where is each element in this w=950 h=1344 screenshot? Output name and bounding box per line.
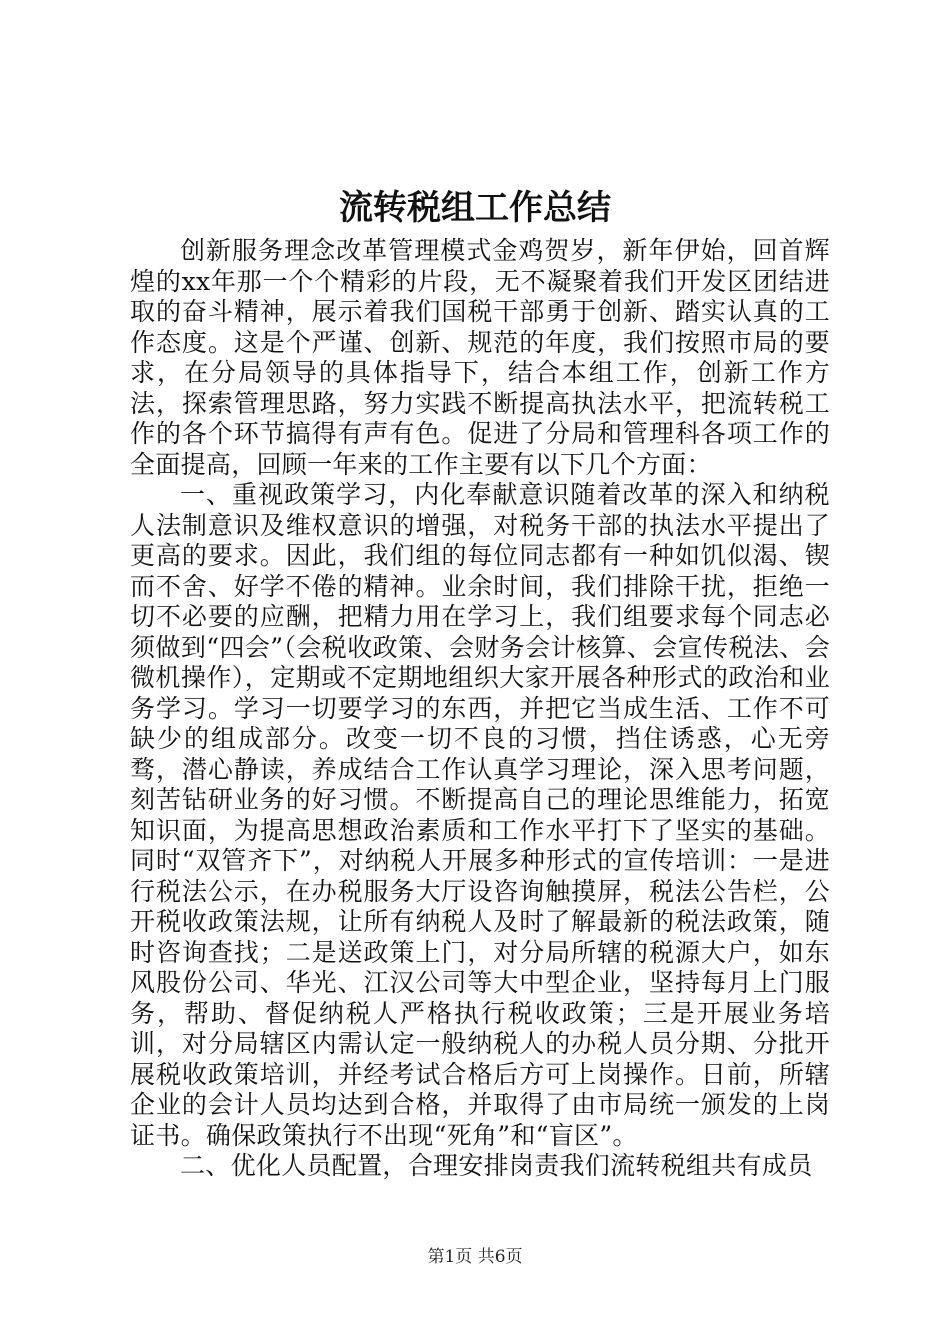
document-title: 流转税组工作总结: [339, 188, 611, 228]
paragraph-section-2: 二、优化人员配置，合理安排岗责我们流转税组共有成员: [180, 1151, 813, 1180]
page-number-footer: 第1页 共6页: [427, 1247, 523, 1267]
document-body: [130, 236, 830, 1182]
paragraph-intro: 创新服务理念改革管理模式金鸡贺岁，新年伊始，回首辉煌的xx年那一个个精彩的片段，无不凝聚着我们开发区团结进取的奋斗精神，展示着我们国税干部勇于创新、踏实认真的工作态度。这是个严谨、创新、规范的年度，我们按照市局的要求，在分局领导的具体指导下，结合本组工作，创新工作方法，探索管理思路，努力实践不断提高执法水平，把流转税工作的各个环节搞得有声有色。促进了分局和管理科各项工作的全面提高，回顾一年来的工作主要有以下几个方面：: [130, 236, 830, 479]
paragraph-section-1: 一、重视政策学习，内化奉献意识随着改革的深入和纳税人法制意识及维权意识的增强，对税务干部的执法水平提出了更高的要求。因此，我们组的每位同志都有一种如饥似渴、锲而不舍、好学不倦的精神。业余时间，我们排除干扰，拒绝一切不必要的应酬，把精力用在学习上，我们组要求每个同志必须做到“四会”（会税收政策、会财务会计核算、会宣传税法、会微机操作），定期或不定期地组织大家开展各种形式的政治和业务学习。学习一切要学习的东西，并把它当成生活、工作不可缺少的组成部分。改变一切不良的习惯，挡住诱惑，心无旁骛，潜心静读，养成结合工作认真学习理论，深入思考问题，刻苦钻研业务的好习惯。不断提高自己的理论思维能力，拓宽知识面，为提高思想政治素质和工作水平打下了坚实的基础。同时“双管齐下”，对纳税人开展多种形式的宣传培训：一是进行税法公示，在办税服务大厅设咨询触摸屏，税法公告栏，公开税收政策法规，让所有纳税人及时了解最新的税法政策，随时咨询查找；二是送政策上门，对分局所辖的税源大户，如东风股份公司、华光、江汉公司等大中型企业，坚持每月上门服务，帮助、督促纳税人严格执行税收政策；三是开展业务培训，对分局辖区内需认定一般纳税人的办税人员分期、分批开展税收政策培训，并经考试合格后方可上岗操作。日前，所辖企业的会计人员均达到合格，并取得了由市局统一颁发的上岗证书。确保政策执行不出现“死角”和“盲区”。: [130, 480, 830, 1150]
